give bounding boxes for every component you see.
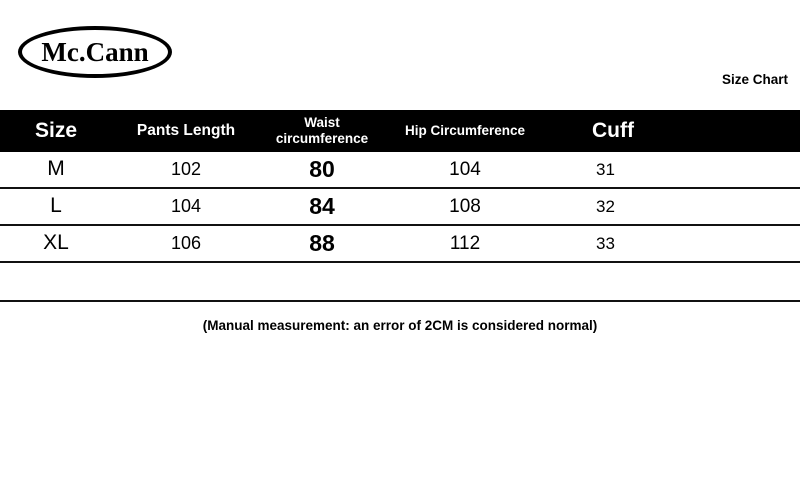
cell-waist-circumference: 84	[309, 193, 335, 220]
table-header-row	[0, 110, 800, 152]
column-header-hip-circumference: Hip Circumference	[404, 122, 526, 138]
table-blank-row	[0, 263, 800, 302]
cell-size: XL	[43, 231, 69, 255]
cell-waist-circumference: 80	[309, 156, 335, 183]
size-chart-caption: Size Chart	[721, 72, 788, 87]
column-header-size: Size	[34, 118, 78, 142]
cell-cuff: 31	[596, 159, 615, 179]
table-row	[0, 226, 800, 263]
column-header-pants-length: Pants Length	[136, 121, 236, 139]
cell-waist-circumference: 88	[309, 230, 335, 257]
cell-hip-circumference: 112	[449, 232, 481, 254]
cell-size: L	[50, 194, 62, 218]
measurement-note: (Manual measurement: an error of 2CM is considered normal)	[202, 318, 598, 333]
cell-cuff: 32	[596, 196, 615, 216]
cell-pants-length: 106	[170, 233, 202, 254]
column-header-cuff: Cuff	[592, 118, 634, 142]
cell-hip-circumference: 108	[449, 195, 481, 217]
brand-logo	[18, 26, 172, 78]
cell-pants-length: 102	[170, 159, 202, 180]
table-row	[0, 152, 800, 189]
size-chart-table	[0, 110, 800, 302]
cell-size: M	[47, 157, 65, 181]
cell-cuff: 33	[596, 233, 615, 253]
logo-text: Mc.Cann	[41, 36, 149, 67]
column-header-waist-circumference: Waist circumference	[275, 115, 369, 146]
table-row	[0, 189, 800, 226]
cell-hip-circumference: 104	[449, 158, 481, 180]
cell-pants-length: 104	[170, 196, 202, 217]
